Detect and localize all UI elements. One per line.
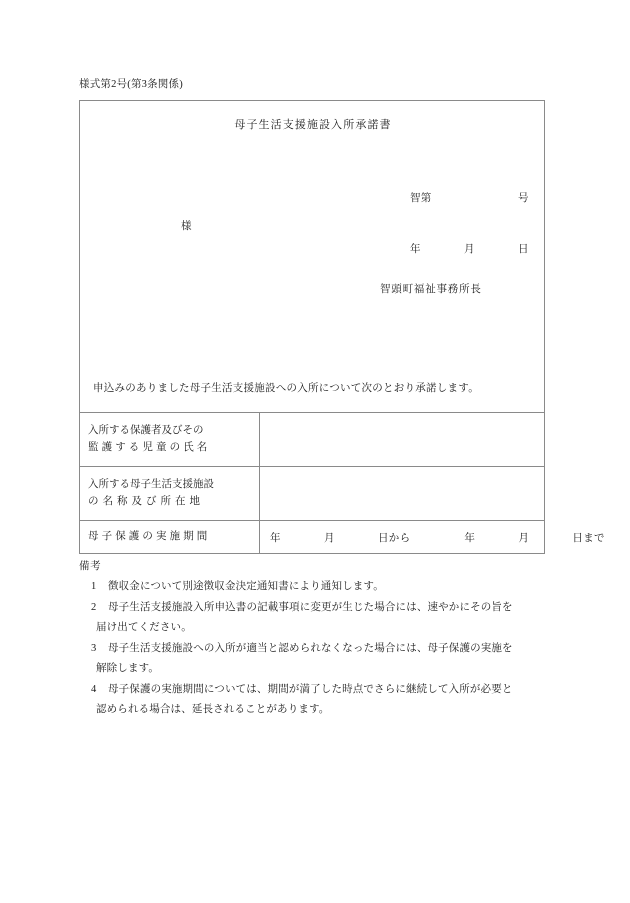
table-row [80, 413, 545, 467]
note-item [79, 680, 549, 720]
note-line-1: 母子保護の実施期間については、期間が満了した時点でさらに継続して入所が必要と [108, 684, 513, 695]
row-label-line-1: 入所する母子生活支援施設 [88, 479, 214, 490]
row-label-facility-name-and-address [80, 467, 260, 521]
body-sentence: 申込みのありました母子生活支援施設への入所について次のとおり承諾します。 [93, 383, 479, 394]
row-value-guardian-and-child-name[interactable] [260, 413, 545, 467]
row-label-line-1: 入所する保護者及びその [88, 425, 204, 436]
note-line-2: 解除します。 [96, 663, 160, 674]
row-value-protection-period[interactable]: 年 月 日から 年 月 日まで [260, 521, 545, 554]
notes-heading: 備考 [79, 561, 102, 572]
row-label-line-2: 監護する児童の氏名 [88, 442, 211, 453]
row-label-guardian-and-child-name [80, 413, 260, 467]
note-number: 1 [91, 581, 97, 592]
form-number-label: 様式第2号(第3条関係) [79, 79, 183, 90]
notes-section [79, 558, 549, 721]
note-number: 4 [91, 684, 97, 695]
document-title: 母子生活支援施設入所承諾書 [234, 119, 392, 131]
addressee-honorific: 様 [181, 221, 192, 232]
note-item [79, 639, 549, 679]
row-label-line-2: の名称及び所在地 [88, 496, 204, 507]
row-value-facility-name-and-address[interactable] [260, 467, 545, 521]
note-line-1: 母子生活支援施設入所申込書の記載事項に変更が生じた場合には、速やかにその旨を [108, 602, 513, 613]
note-line-2: 届け出てください。 [96, 622, 192, 633]
row-label-protection-period [80, 521, 260, 554]
document-header-box [79, 100, 545, 412]
note-line-1: 徴収金について別途徴収金決定通知書により通知します。 [108, 581, 384, 592]
note-line-1: 母子生活支援施設への入所が適当と認められなくなった場合には、母子保護の実施を [108, 643, 513, 654]
form-table [79, 412, 605, 554]
table-row [80, 467, 545, 521]
issuer-name: 智頭町福祉事務所長 [380, 284, 482, 295]
note-item [79, 598, 549, 638]
document-date-line: 年 月 日 [410, 244, 529, 255]
note-number: 2 [91, 602, 97, 613]
document-number-line: 智第 号 [410, 193, 529, 204]
document-number-block [410, 156, 529, 292]
note-line-2: 認められる場合は、延長されることがあります。 [96, 704, 330, 715]
note-number: 3 [91, 643, 97, 654]
row-label-line-1: 母子保護の実施期間 [88, 531, 211, 542]
table-row [80, 521, 545, 554]
note-item [79, 577, 549, 597]
